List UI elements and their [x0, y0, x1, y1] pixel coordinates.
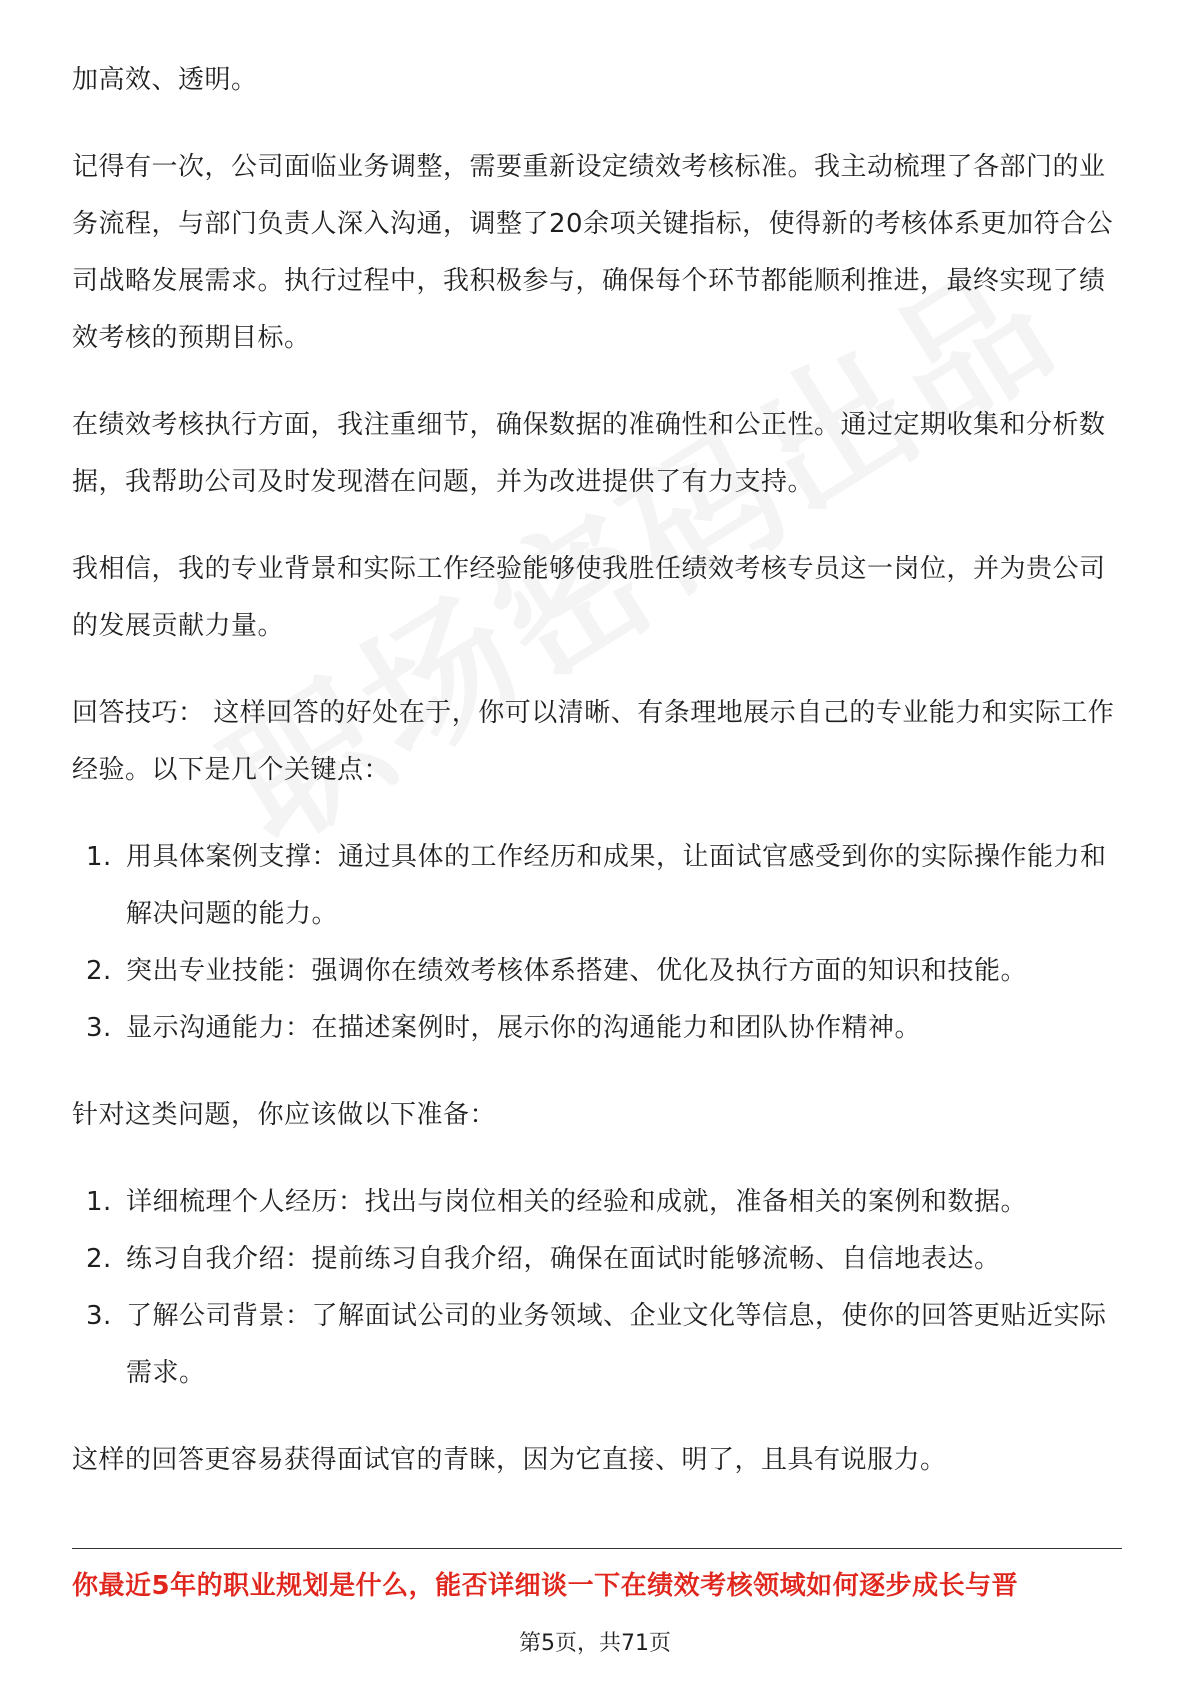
- tips-list: [72, 829, 1122, 1057]
- list-text: 了解公司背景：了解面试公司的业务领域、企业文化等信息，使你的回答更贴近实际需求。: [126, 1301, 1107, 1388]
- paragraph-prep-intro: 针对这类问题，你应该做以下准备：: [72, 1100, 497, 1130]
- list-number: 2.: [86, 1244, 112, 1274]
- list-item: [72, 1000, 1122, 1057]
- list-text: 突出专业技能：强调你在绩效考核体系搭建、优化及执行方面的知识和技能。: [126, 956, 1028, 986]
- list-number: 1.: [86, 842, 112, 872]
- paragraph-conclusion: 我相信，我的专业背景和实际工作经验能够使我胜任绩效考核专员这一岗位，并为贵公司的发展贡献力量。: [72, 554, 1106, 641]
- list-item: [72, 943, 1122, 1000]
- list-item: [72, 829, 1122, 943]
- list-number: 2.: [86, 956, 112, 986]
- list-number: 1.: [86, 1187, 112, 1217]
- paragraph-tips-intro: 回答技巧： 这样回答的好处在于，你可以清晰、有条理地展示自己的专业能力和实际工作经验。以下是几个关键点：: [72, 698, 1115, 785]
- page-content: [72, 52, 1122, 1519]
- list-number: 3.: [86, 1301, 112, 1331]
- list-text: 显示沟通能力：在描述案例时，展示你的沟通能力和团队协作精神。: [126, 1013, 922, 1043]
- list-item: [72, 1288, 1122, 1402]
- next-question-heading: 你最近5年的职业规划是什么，能否详细谈一下在绩效考核领域如何逐步成长与晋: [72, 1571, 1019, 1601]
- list-text: 练习自我介绍：提前练习自我介绍，确保在面试时能够流畅、自信地表达。: [126, 1244, 1001, 1274]
- list-item: [72, 1231, 1122, 1288]
- list-text: 用具体案例支撑：通过具体的工作经历和成果，让面试官感受到你的实际操作能力和解决问题的能力。: [126, 842, 1107, 929]
- page-number-footer: 第5页，共71页: [519, 1631, 671, 1656]
- list-item: [72, 1174, 1122, 1231]
- paragraph-example: 记得有一次，公司面临业务调整，需要重新设定绩效考核标准。我主动梳理了各部门的业务流程，与部门负责人深入沟通，调整了20余项关键指标，使得新的考核体系更加符合公司战略发展需求。执行过程中，我积极参与，确保每个环节都能顺利推进，最终实现了绩效考核的预期目标。: [72, 152, 1114, 353]
- list-number: 3.: [86, 1013, 112, 1043]
- list-text: 详细梳理个人经历：找出与岗位相关的经验和成就，准备相关的案例和数据。: [126, 1187, 1028, 1217]
- paragraph-execution: 在绩效考核执行方面，我注重细节，确保数据的准确性和公正性。通过定期收集和分析数据，我帮助公司及时发现潜在问题，并为改进提供了有力支持。: [72, 410, 1106, 497]
- paragraph-closing: 这样的回答更容易获得面试官的青睐，因为它直接、明了，且具有说服力。: [72, 1445, 947, 1475]
- prep-list: [72, 1174, 1122, 1402]
- section-divider: [72, 1548, 1122, 1549]
- paragraph-continuation: 加高效、透明。: [72, 65, 258, 95]
